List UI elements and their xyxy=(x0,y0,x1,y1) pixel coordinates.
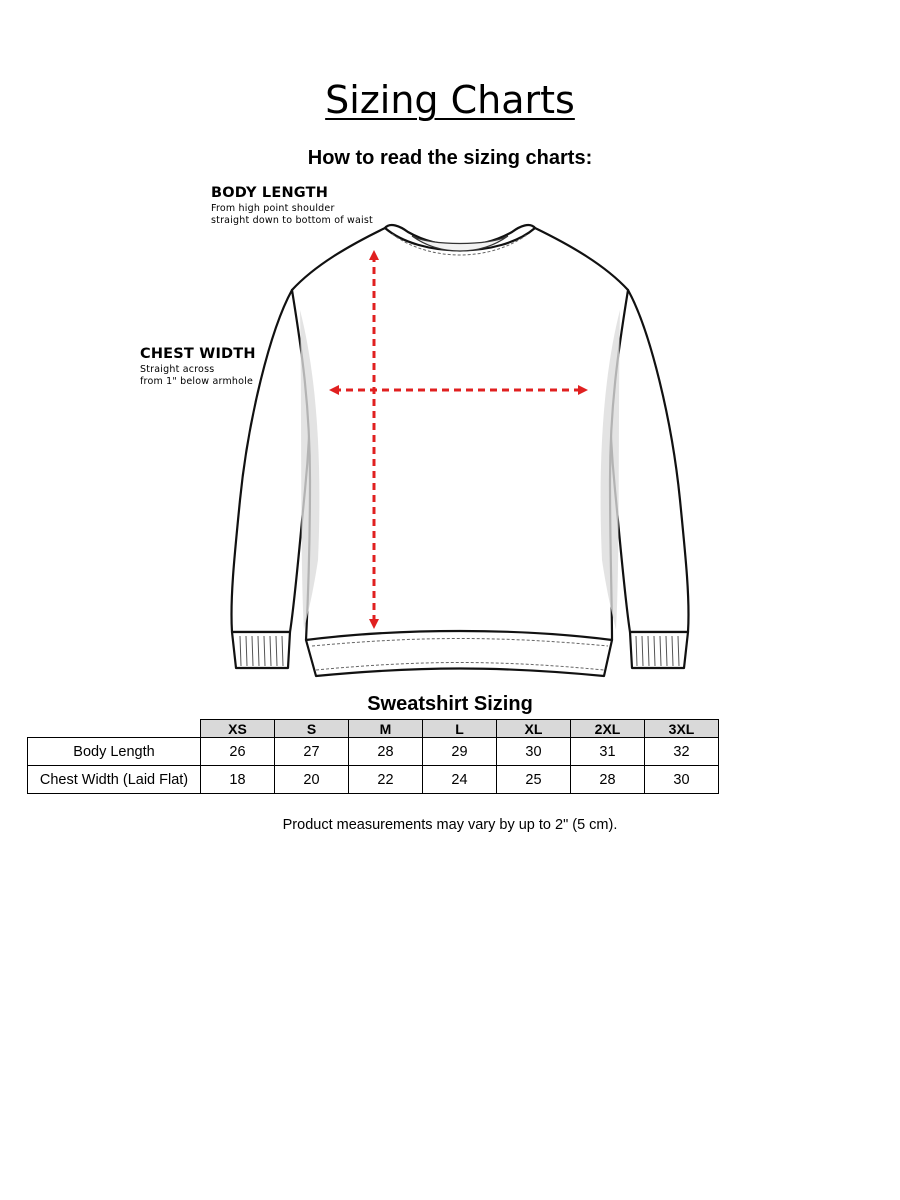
body-length-line2: straight down to bottom of waist xyxy=(211,215,373,226)
measurement-note: Product measurements may vary by up to 2" (5 cm). xyxy=(282,817,618,833)
table-cell: 24 xyxy=(423,766,497,794)
table-cell: 26 xyxy=(201,738,275,766)
body-length-line1: From high point shoulder xyxy=(211,203,335,214)
sweatshirt-outline xyxy=(231,225,688,676)
size-header-row xyxy=(28,720,719,738)
row-label: Body Length xyxy=(28,738,201,766)
page-subtitle: How to read the sizing charts: xyxy=(307,147,593,169)
table-title: Sweatshirt Sizing xyxy=(367,693,533,715)
size-header: S xyxy=(275,720,349,738)
size-header: M xyxy=(349,720,423,738)
table-cell: 28 xyxy=(349,738,423,766)
sweatshirt-body xyxy=(292,228,628,640)
table-cell: 29 xyxy=(423,738,497,766)
chest-width-heading: CHEST WIDTH xyxy=(140,346,256,362)
header-corner xyxy=(28,720,201,738)
chest-width-line1: Straight across xyxy=(140,364,215,375)
waistband xyxy=(306,631,612,676)
sizing-table xyxy=(27,719,719,794)
table-cell: 18 xyxy=(201,766,275,794)
size-header: XL xyxy=(497,720,571,738)
table-cell: 30 xyxy=(645,766,719,794)
table-cell: 30 xyxy=(497,738,571,766)
table-cell: 27 xyxy=(275,738,349,766)
table-cell: 25 xyxy=(497,766,571,794)
table-cell: 28 xyxy=(571,766,645,794)
table-cell: 20 xyxy=(275,766,349,794)
table-cell: 31 xyxy=(571,738,645,766)
table-row xyxy=(28,738,719,766)
table-row xyxy=(28,766,719,794)
size-header: XS xyxy=(201,720,275,738)
chest-width-line2: from 1" below armhole xyxy=(140,376,254,387)
table-cell: 32 xyxy=(645,738,719,766)
table-cell: 22 xyxy=(349,766,423,794)
body-length-heading: BODY LENGTH xyxy=(211,185,329,201)
size-header: 3XL xyxy=(645,720,719,738)
size-header: L xyxy=(423,720,497,738)
page-title: Sizing Charts xyxy=(325,78,575,122)
row-label: Chest Width (Laid Flat) xyxy=(28,766,201,794)
size-header: 2XL xyxy=(571,720,645,738)
